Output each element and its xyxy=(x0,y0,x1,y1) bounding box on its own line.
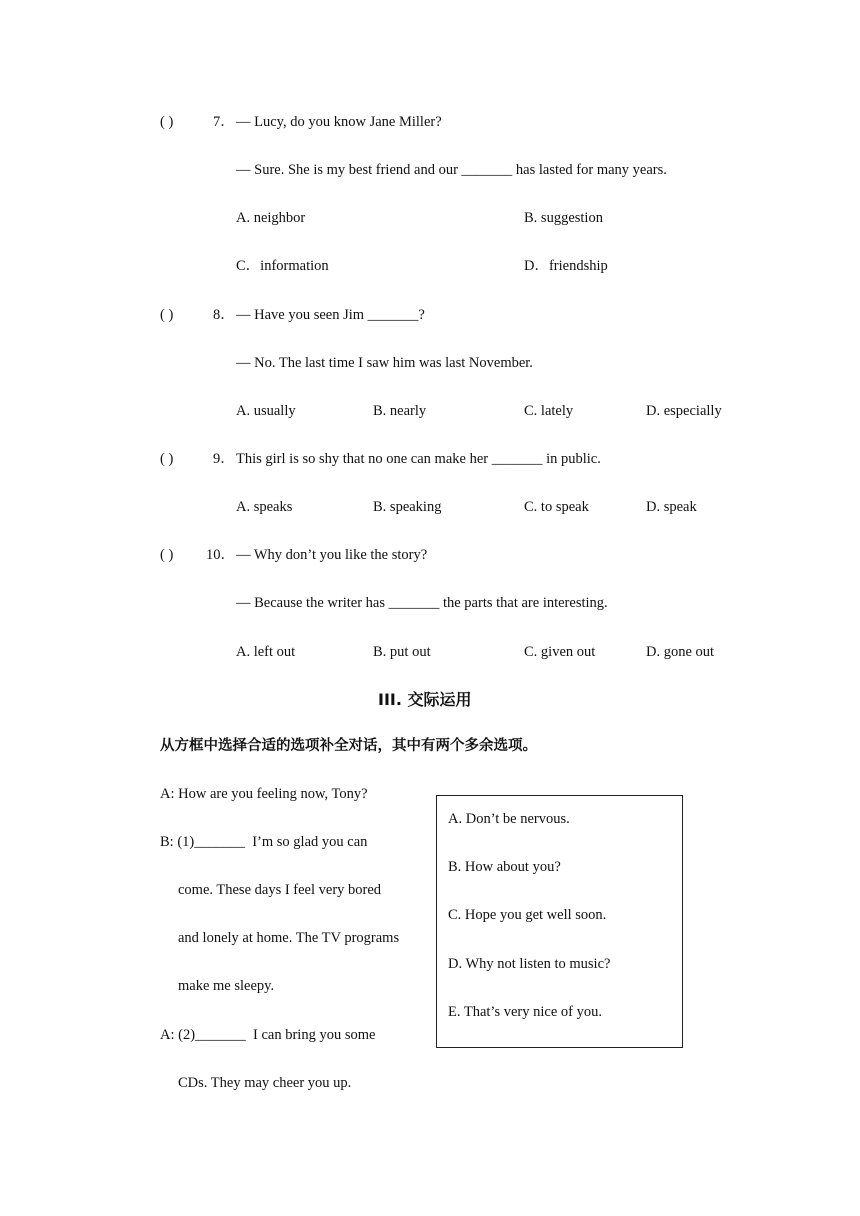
box-option-e: E. That’s very nice of you. xyxy=(448,1004,602,1020)
answer-bracket: ( ) xyxy=(160,307,174,323)
answer-bracket: ( ) xyxy=(160,547,174,563)
question-text: — Sure. She is my best friend and our _______ has lasted for many years. xyxy=(236,162,667,178)
option-a: A. neighbor xyxy=(236,210,306,226)
dialogue-line: and lonely at home. The TV programs xyxy=(178,930,400,946)
options-box xyxy=(436,795,683,1048)
option-d: D. gone out xyxy=(646,644,715,660)
option-d: D. especially xyxy=(646,403,722,419)
option-b: B. put out xyxy=(373,644,431,660)
box-option-d: D. Why not listen to music? xyxy=(448,956,611,972)
question-number: 8． xyxy=(213,307,235,323)
answer-bracket: ( ) xyxy=(160,451,174,467)
question-text: This girl is so shy that no one can make her _______ in public. xyxy=(236,451,601,467)
box-option-b: B. How about you? xyxy=(448,859,561,875)
box-option-c: C. Hope you get well soon. xyxy=(448,907,607,923)
dialogue-line: CDs. They may cheer you up. xyxy=(178,1075,352,1091)
question-text: — Why don’t you like the story? xyxy=(236,547,428,563)
option-b: B. speaking xyxy=(373,499,442,515)
dialogue-line: B: (1)_______ I’m so glad you can xyxy=(160,834,368,850)
dialogue-line: A: (2)_______ I can bring you some xyxy=(160,1027,376,1043)
dialogue-line: make me sleepy. xyxy=(178,978,275,994)
option-c: C．information xyxy=(236,258,329,274)
question-number: 7． xyxy=(213,114,235,130)
section-heading: III. 交际运用 xyxy=(378,690,472,709)
question-text: — No. The last time I saw him was last November. xyxy=(236,355,533,371)
dialogue-line: A: How are you feeling now, Tony? xyxy=(160,786,368,802)
box-option-a: A. Don’t be nervous. xyxy=(448,811,570,827)
question-number: 10． xyxy=(206,547,235,563)
option-a: A. speaks xyxy=(236,499,293,515)
option-d: D. speak xyxy=(646,499,697,515)
dialogue-line: come. These days I feel very bored xyxy=(178,882,382,898)
option-a: A. left out xyxy=(236,644,296,660)
option-c: C. to speak xyxy=(524,499,589,515)
question-text: — Lucy, do you know Jane Miller? xyxy=(236,114,442,130)
question-number: 9． xyxy=(213,451,235,467)
section-instruction: 从方框中选择合适的选项补全对话，其中有两个多余选项。 xyxy=(160,738,537,754)
question-text: — Have you seen Jim _______? xyxy=(236,307,425,323)
option-d: D．friendship xyxy=(524,258,608,274)
answer-bracket: ( ) xyxy=(160,114,174,130)
option-c: C. given out xyxy=(524,644,596,660)
option-b: B. suggestion xyxy=(524,210,603,226)
option-a: A. usually xyxy=(236,403,296,419)
option-b: B. nearly xyxy=(373,403,427,419)
option-c: C. lately xyxy=(524,403,574,419)
question-text: — Because the writer has _______ the parts that are interesting. xyxy=(236,595,608,611)
